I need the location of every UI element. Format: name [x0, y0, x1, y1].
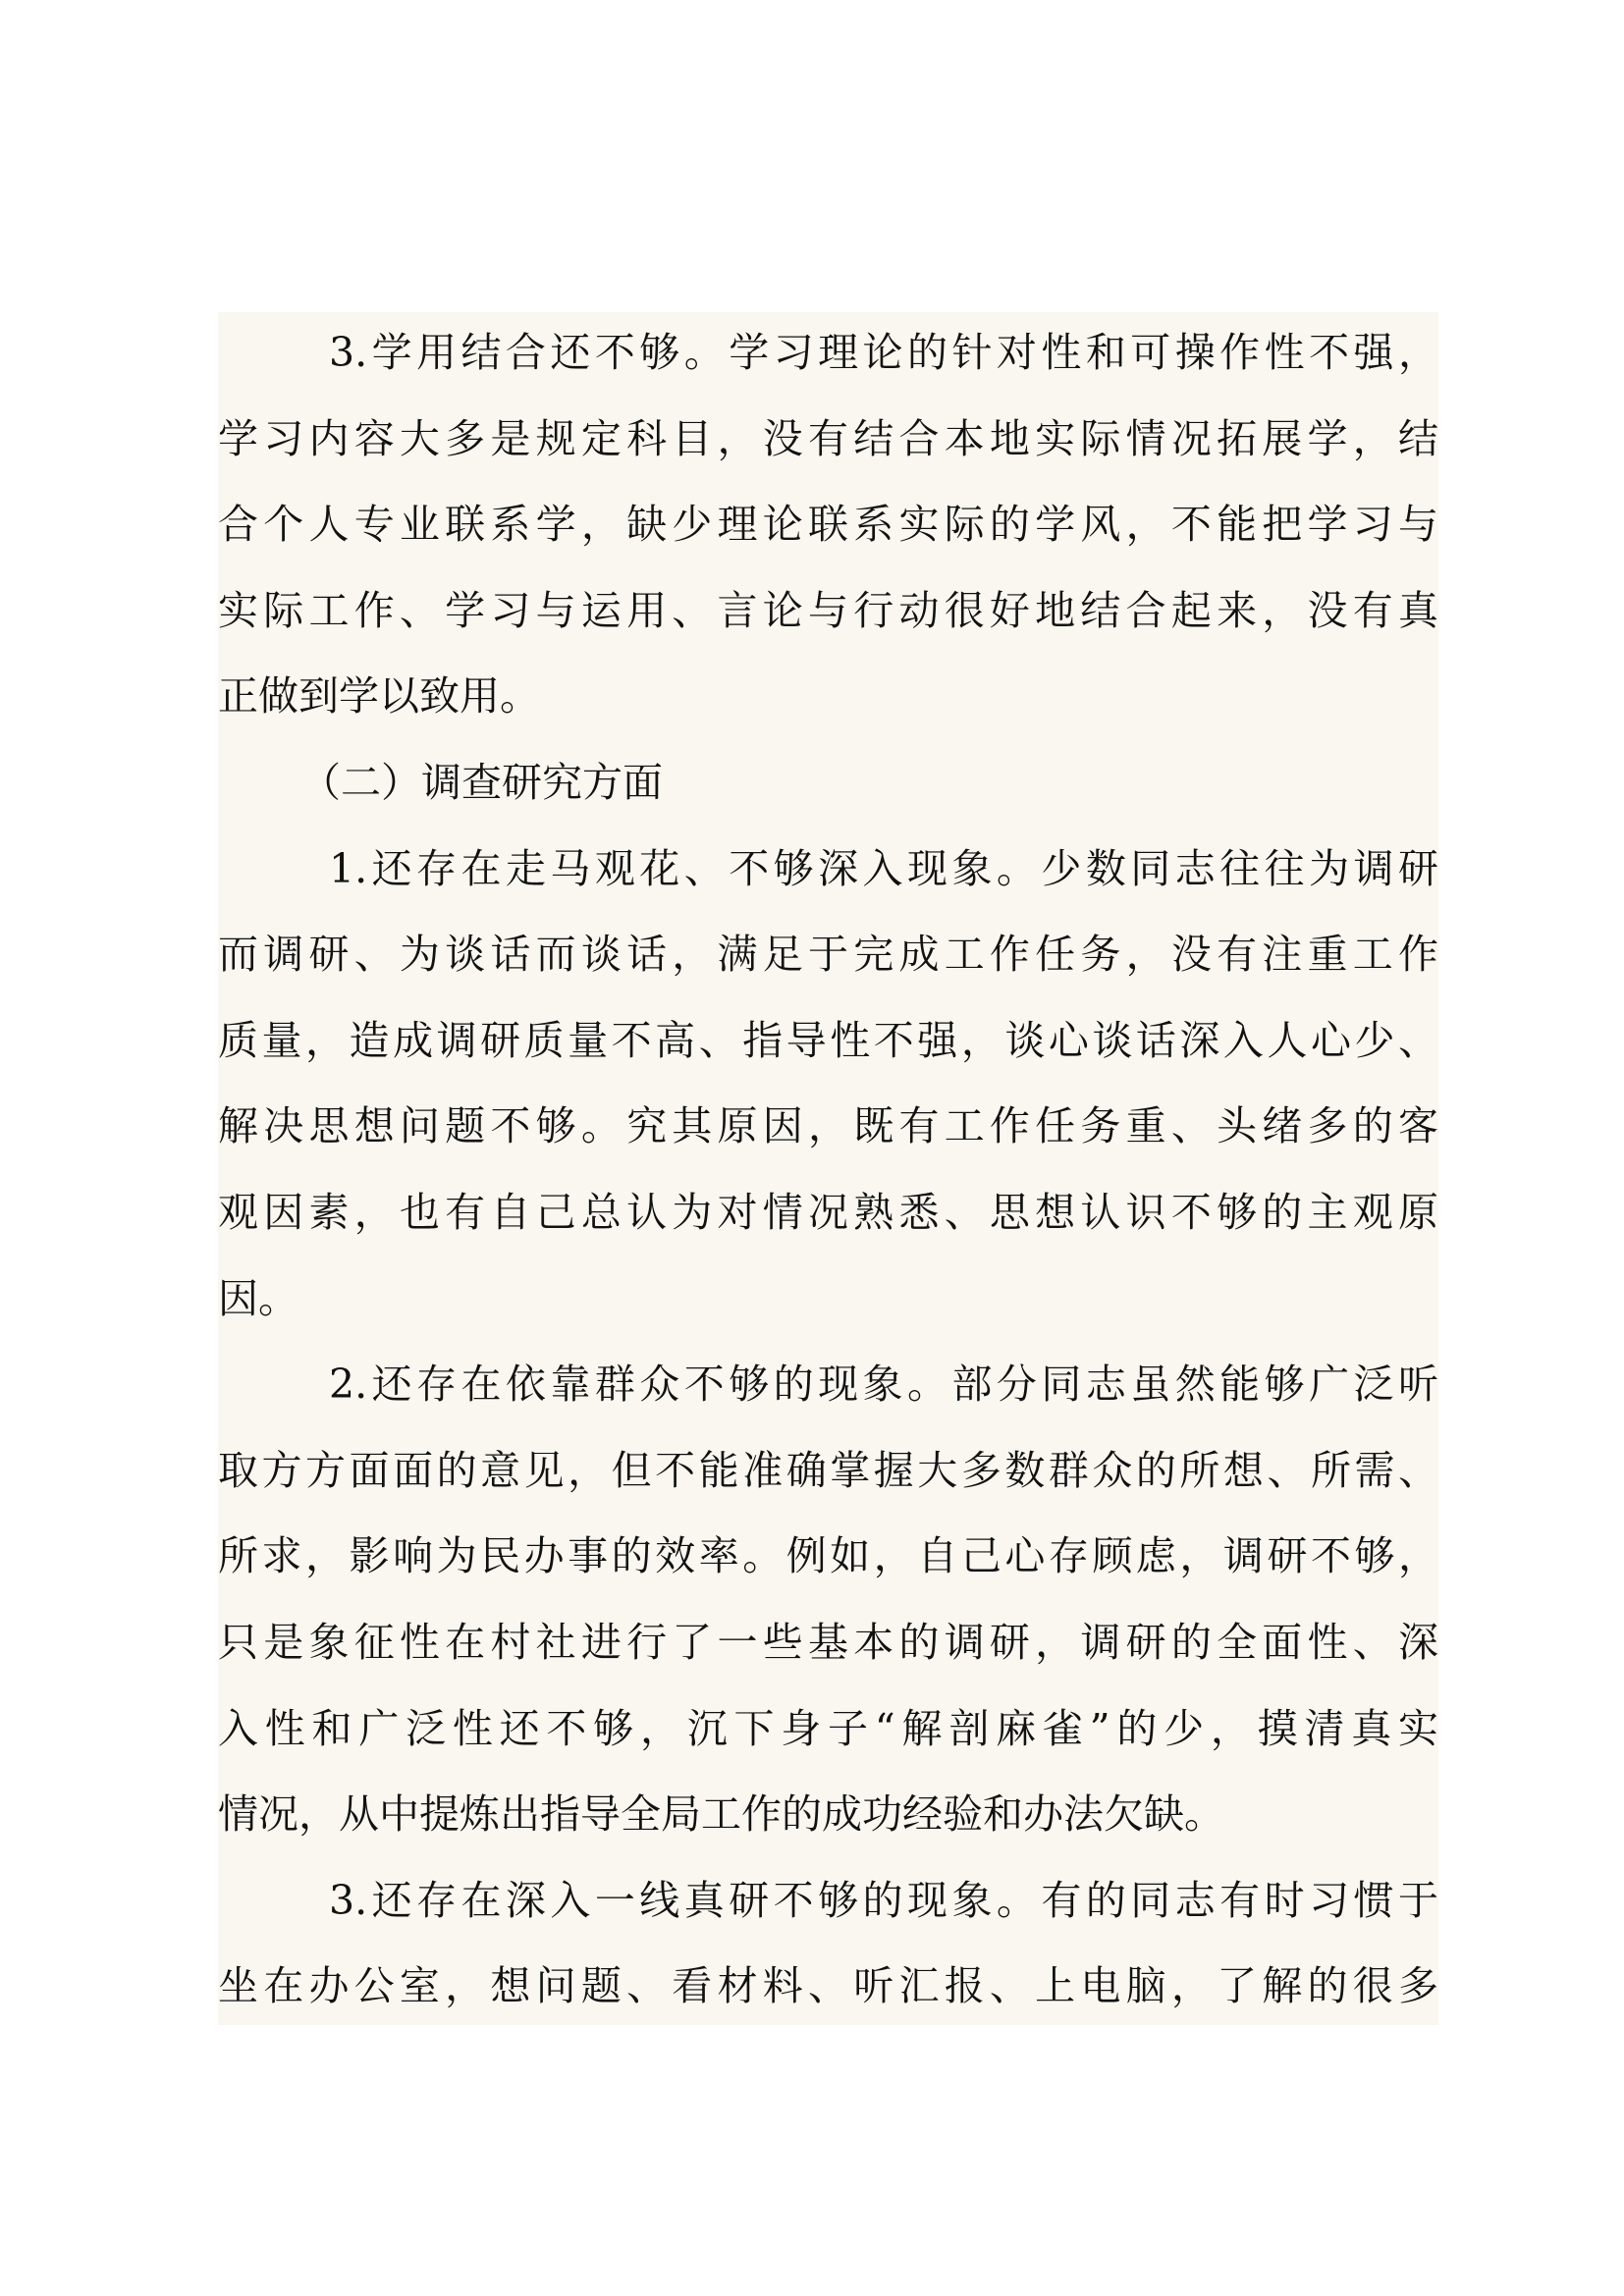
paragraph-line: 质量，造成调研质量不高、指导性不强，谈心谈话深入人心少、 — [218, 1016, 1438, 1064]
paragraph-line: 学习内容大多是规定科目，没有结合本地实际情况拓展学，结 — [218, 414, 1438, 462]
paragraph-line: 观因素，也有自己总认为对情况熟悉、思想认识不够的主观原 — [218, 1188, 1438, 1236]
document-body — [218, 310, 1438, 2030]
paragraph-line: 1.还存在走马观花、不够深入现象。少数同志往往为调研 — [329, 844, 1438, 892]
paragraph-line: 解决思想问题不够。究其原因，既有工作任务重、头绪多的客 — [218, 1102, 1438, 1150]
paragraph-line: 只是象征性在村社进行了一些基本的调研，调研的全面性、深 — [218, 1618, 1438, 1666]
paragraph-line: 2.还存在依靠群众不够的现象。部分同志虽然能够广泛听 — [329, 1361, 1438, 1409]
paragraph-line: 合个人专业联系学，缺少理论联系实际的学风，不能把学习与 — [218, 501, 1438, 549]
section-heading: （二）调查研究方面 — [300, 758, 663, 806]
paragraph-line: 情况，从中提炼出指导全局工作的成功经验和办法欠缺。 — [218, 1790, 1224, 1839]
paragraph-line: 入性和广泛性还不够，沉下身子“解剖麻雀”的少，摸清真实 — [218, 1704, 1438, 1752]
paragraph-line: 因。 — [218, 1274, 298, 1322]
paragraph-line: 正做到学以致用。 — [218, 672, 540, 721]
paragraph-line: 实际工作、学习与运用、言论与行动很好地结合起来，没有真 — [218, 586, 1438, 634]
paragraph-line: 取方方面面的意见，但不能准确掌握大多数群众的所想、所需、 — [218, 1446, 1438, 1494]
document-text-region — [218, 312, 1438, 2025]
paragraph-line: 3.还存在深入一线真研不够的现象。有的同志有时习惯于 — [329, 1876, 1438, 1924]
paragraph-line: 3.学用结合还不够。学习理论的针对性和可操作性不强， — [329, 329, 1438, 376]
paragraph-line: 所求，影响为民办事的效率。例如，自己心存顾虑，调研不够， — [218, 1532, 1438, 1580]
paragraph-line: 坐在办公室，想问题、看材料、听汇报、上电脑，了解的很多 — [218, 1962, 1438, 2010]
paragraph-line: 而调研、为谈话而谈话，满足于完成工作任务，没有注重工作 — [218, 931, 1438, 979]
